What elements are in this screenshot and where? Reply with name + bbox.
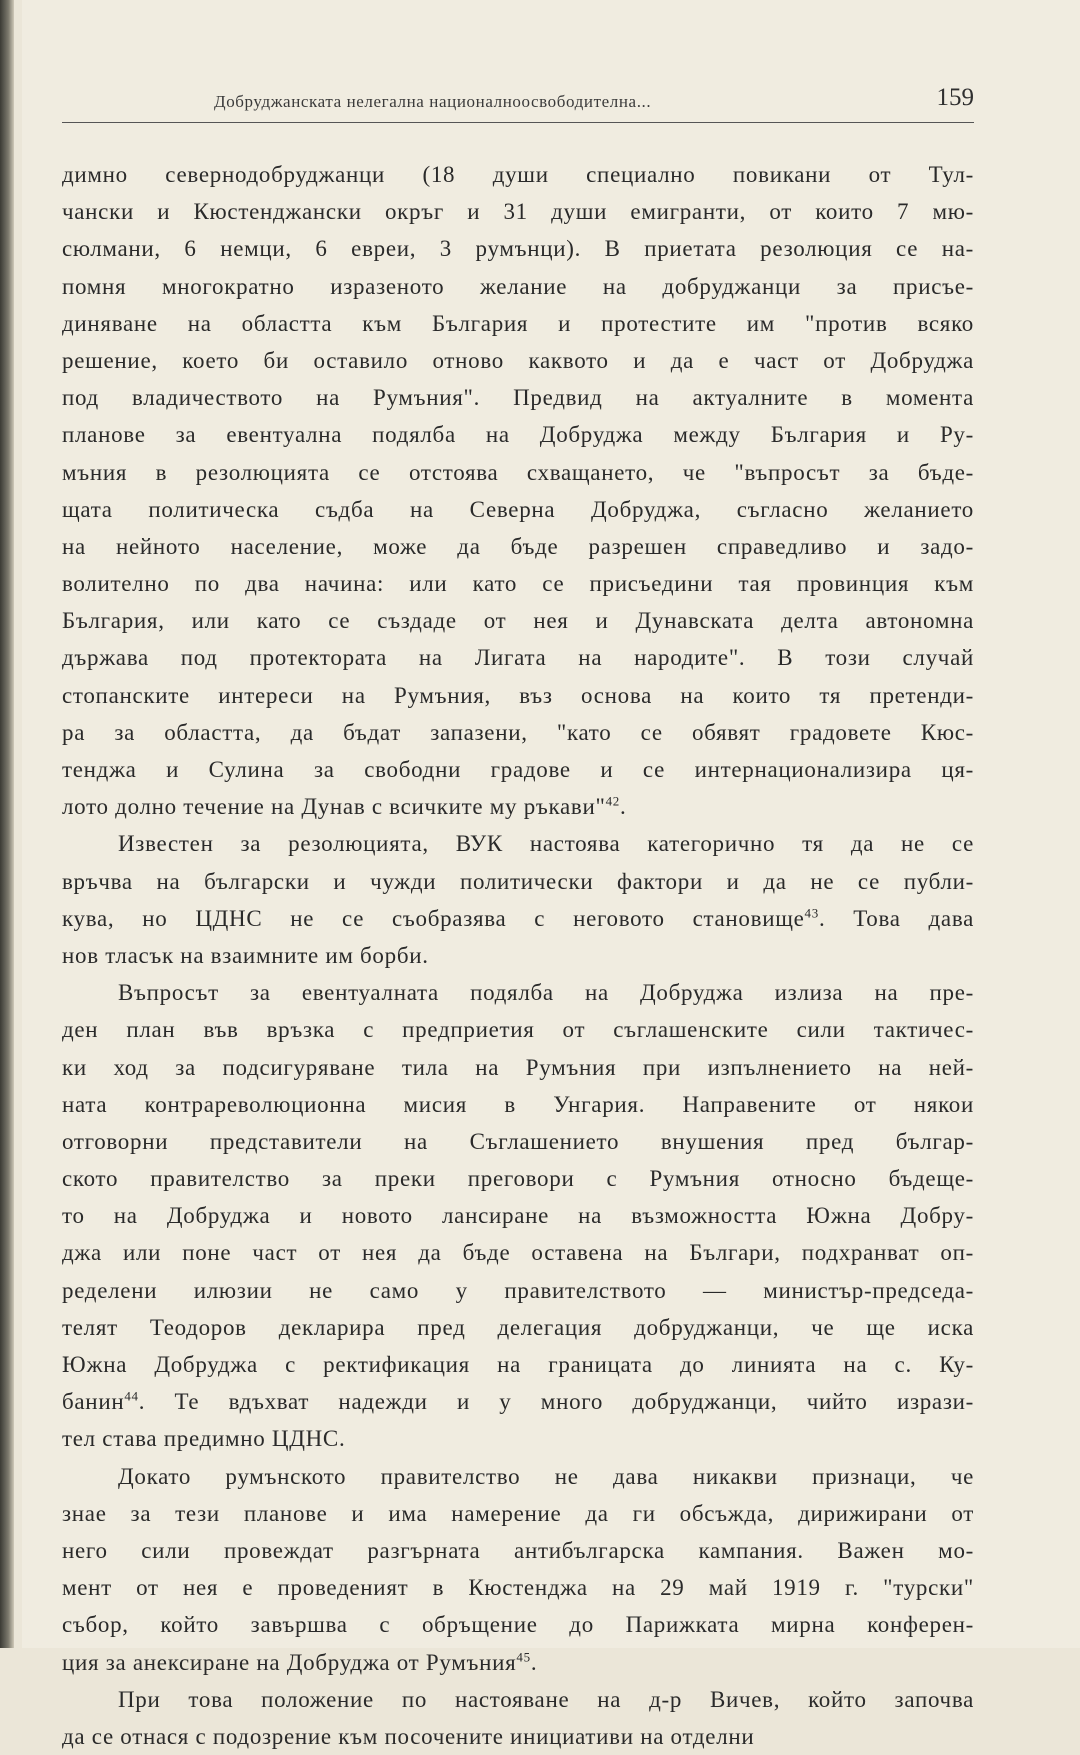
line-text: Въпросът за евентуалната подялба на Добруджа излиза на пре- [118, 980, 974, 1006]
line-text: стопанските интереси на Румъния, въз основа на които тя претенди- [62, 682, 974, 708]
line-text: България, или като се създаде от нея и Дунавската делта автономна [62, 608, 974, 634]
line-text: ра за областта, да бъдат запазени, "като се обявят градовете Кюс- [62, 719, 974, 745]
text-line [62, 937, 974, 974]
text-line [62, 342, 974, 379]
text-line [62, 1346, 974, 1383]
text-line [62, 379, 974, 416]
paragraph [62, 1458, 974, 1681]
line-text: лото долно течение на Дунав с всичките му ръкави" [62, 794, 606, 820]
footnote-reference[interactable]: 43 [804, 905, 819, 921]
line-text: щата политическа съдба на Северна Добруджа, съгласно желанието [62, 496, 974, 522]
line-text: държава под протектората на Лигата на народите". В този случай [62, 645, 974, 671]
text-line [62, 454, 974, 491]
paragraph [62, 825, 974, 974]
text-line [62, 751, 974, 788]
line-text-tail: . [530, 1649, 538, 1675]
text-line [62, 1569, 974, 1606]
text-line [62, 528, 974, 565]
running-title: Добруджанската нелегална националноосвободителна... [214, 92, 652, 111]
line-text: решение, което би оставило отново каквото и да е част от Добруджа [62, 347, 974, 373]
text-line [62, 1681, 974, 1718]
line-text: При това положение по настояване на д-р Вичев, който започва [118, 1686, 974, 1712]
text-line [62, 788, 974, 825]
line-text: телят Теодоров декларира пред делегация добруджанци, че ще иска [62, 1314, 974, 1340]
line-text: тенджа и Сулина за свободни градове и се интернационализира ця- [62, 757, 974, 782]
text-line [62, 1495, 974, 1532]
text-line [62, 1644, 974, 1681]
line-text: нов тласък на взаимните им борби. [62, 942, 429, 968]
line-text: мъния в резолюцията се отстоява схващането, че "въпросът за бъде- [62, 459, 974, 485]
text-line [62, 1606, 974, 1643]
page-header [62, 82, 974, 122]
line-text: ределени илюзии не само у правителството — министър-председа- [62, 1277, 974, 1303]
text-line [62, 639, 974, 676]
line-text: чански и Кюстенджански окръг и 31 души емигранти, от които 7 мю- [62, 199, 974, 225]
paragraph [62, 974, 974, 1457]
text-line [62, 193, 974, 230]
line-text: волително по два начина: или като се присъедини тая провинция към [62, 571, 974, 597]
line-text: мент от нея е проведеният в Кюстенджа на 29 май 1919 г. "турски" [62, 1575, 974, 1601]
line-text: връчва на български и чужди политически фактори и да не се публи- [62, 868, 974, 894]
paragraph [62, 156, 974, 825]
footnote-reference[interactable]: 42 [605, 793, 620, 809]
line-text: под владичеството на Румъния". Предвид на актуалните в момента [62, 385, 974, 411]
text-line [62, 1234, 974, 1271]
line-text: Известен за резолюцията, ВУК настоява категорично тя да не се [118, 831, 974, 857]
text-line [62, 230, 974, 267]
line-text: помня многократно изразеното желание на добруджанци за присъе- [62, 273, 974, 299]
line-text: то на Добруджа и новото лансиране на възможността Южна Добру- [62, 1203, 974, 1229]
line-text-tail: . Те вдъхват надежди и у много добруджанци, чийто изрази- [138, 1389, 974, 1415]
line-text: диняване на областта към България и протестите им "против всяко [62, 310, 974, 336]
text-line [62, 863, 974, 900]
page-number: 159 [936, 84, 974, 111]
line-text: планове за евентуална подялба на Добруджа между България и Ру- [62, 422, 974, 448]
text-line [62, 1086, 974, 1123]
line-text: джа или поне част от нея да бъде оставена на Българи, подхранват оп- [62, 1240, 974, 1266]
text-line [62, 491, 974, 528]
line-text: сюлмани, 6 немци, 6 евреи, 3 румънци). В приетата резолюция се на- [62, 236, 974, 262]
line-text: Докато румънското правителство не дава никакви признаци, че [118, 1463, 974, 1489]
text-line [62, 1160, 974, 1197]
text-line [62, 416, 974, 453]
text-line [62, 1532, 974, 1569]
text-line [62, 1718, 974, 1755]
text-line [62, 1458, 974, 1495]
text-line [62, 1123, 974, 1160]
text-line [62, 1197, 974, 1234]
line-text: ки ход за подсигуряване тила на Румъния при изпълнението на ней- [62, 1054, 974, 1080]
line-text: кува, но ЦДНС не се съобразява с неговото становище [62, 905, 805, 931]
line-text-tail: . Това дава [818, 905, 974, 931]
text-line [62, 156, 974, 193]
text-line [62, 677, 974, 714]
line-text: ското правителство за преки преговори с Румъния относно бъдеще- [62, 1166, 974, 1192]
footnote-reference[interactable]: 45 [516, 1648, 531, 1664]
text-line [62, 1383, 974, 1420]
body-text [62, 156, 974, 1755]
text-line [62, 825, 974, 862]
line-text: на нейното население, може да бъде разрешен справедливо и задо- [62, 533, 974, 559]
line-text: банин [62, 1389, 125, 1415]
text-line [62, 268, 974, 305]
line-text: събор, който завършва с обръщение до Парижката мирна конферен- [62, 1612, 974, 1638]
line-text: Южна Добруджа с ректификация на границата до линията на с. Ку- [62, 1352, 974, 1377]
book-page [22, 0, 1080, 1749]
text-line [62, 602, 974, 639]
line-text-tail: . [620, 794, 627, 820]
text-line [62, 305, 974, 342]
paragraph [62, 1681, 974, 1755]
text-line [62, 714, 974, 751]
text-line [62, 1420, 974, 1457]
line-text: него сили провеждат разгърната антибългарска кампания. Важен мо- [62, 1537, 974, 1563]
header-rule [62, 122, 974, 123]
line-text: ден план във връзка с предприетия от съглашенските сили тактичес- [62, 1017, 974, 1043]
line-text: тел става предимно ЦДНС. [62, 1426, 346, 1452]
text-line [62, 565, 974, 602]
line-text: ция за анексиране на Добруджа от Румъния [62, 1649, 517, 1675]
text-line [62, 1011, 974, 1048]
line-text: да се отнася с подозрение към посочените инициативи на отделни [62, 1723, 755, 1749]
book-spine-shadow [0, 0, 14, 1648]
text-line [62, 900, 974, 937]
text-line [62, 1049, 974, 1086]
footnote-reference[interactable]: 44 [124, 1388, 139, 1404]
line-text: отговорни представители на Съглашението внушения пред българ- [62, 1128, 974, 1154]
line-text: ната контрареволюционна мисия в Унгария. Направените от някои [62, 1091, 974, 1117]
line-text: знае за тези планове и има намерение да ги обсъжда, дирижирани от [62, 1500, 974, 1526]
line-text: димно севернодобруджанци (18 души специално повикани от Тул- [62, 162, 974, 187]
text-line [62, 1309, 974, 1346]
text-line [62, 974, 974, 1011]
text-line [62, 1272, 974, 1309]
